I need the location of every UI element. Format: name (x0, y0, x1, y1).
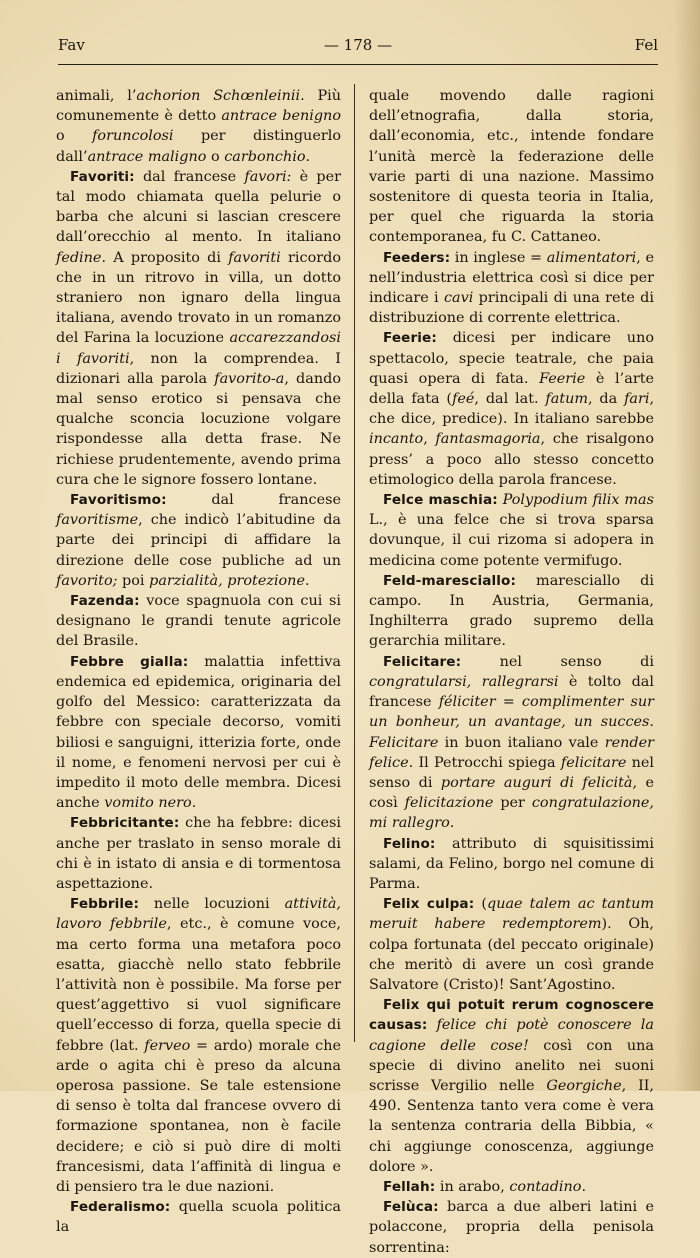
italic-term: fatum (545, 391, 589, 408)
entry-text: , dal lat. (474, 391, 546, 408)
entry-text: . (191, 795, 197, 812)
dictionary-entry (56, 894, 341, 1197)
italic-term: vomito nero (104, 795, 192, 812)
entry-text: , che indicò l’abitudine da parte dei principi di affidare la direzione delle cose publiche ad un (56, 512, 341, 569)
entry-text: così con una specie di divino anelito nei suoni scrisse Vergilio nelle (369, 1037, 654, 1094)
entry-headword: Felix culpa: (383, 896, 475, 913)
entry-text: . (449, 815, 455, 832)
dictionary-entry (369, 1177, 654, 1197)
dictionary-entry (369, 328, 654, 490)
entry-text: dicesi per indicare uno spettacolo, specie teatrale, che paia quasi opera di fata. (369, 330, 654, 387)
entry-text: per distinguerlo dall’ (56, 128, 341, 165)
italic-term: favorito-a (214, 370, 285, 387)
entry-text: . (305, 148, 311, 165)
page-edge-shadow (674, 0, 700, 1091)
entry-text: o (56, 128, 93, 145)
italic-term: attività, lavoro febbrile (56, 896, 341, 933)
entry-text: , (423, 431, 436, 448)
entry-text: , che dice, predice). In italiano sarebbe (369, 391, 655, 428)
right-column (369, 86, 654, 1258)
italic-term: Felicitare (369, 734, 439, 751)
italic-term: Georgiche (546, 1077, 622, 1094)
entry-headword: Fellah: (383, 1178, 436, 1195)
entry-text: , e così (369, 774, 655, 812)
dictionary-entry (369, 571, 654, 652)
entry-headword: Febbrile: (70, 896, 139, 913)
entry-text: che ha febbre: dicesi anche per traslato in senso morale di chi è in istato di ansia e di tormentosa aspettazione. (56, 815, 341, 892)
entry-text: nel senso di (461, 653, 654, 670)
italic-term: carbonchio (224, 148, 306, 165)
entry-text: , etc., è comune voce, ma certo forma una metafora poco esatta, giacchè nello stato febbrile l’attività non è possibile. Ma forse per quest’aggettivo si vuol significare quell’eccesso di forza, quella specie di febbre (lat. (56, 916, 341, 1054)
dictionary-entry (369, 490, 654, 571)
italic-term: achorion Schœnleinii (136, 88, 301, 104)
italic-term: congratularsi, rallegrarsi (369, 673, 559, 690)
entry-headword: Favoritismo: (70, 492, 167, 509)
italic-term: felicitare (560, 754, 627, 771)
entry-text: nel senso di (369, 754, 654, 791)
dictionary-entry (56, 1197, 341, 1237)
column-divider (354, 84, 355, 1042)
entry-text: in buon italiano vale (438, 734, 605, 751)
entry-headword: Federalismo: (70, 1199, 171, 1216)
page-number: — 178 — (323, 36, 393, 54)
entry-headword: Fazenda: (70, 593, 140, 610)
italic-term: cavi (443, 290, 474, 307)
entry-text (427, 1017, 436, 1033)
entry-text: ricordo che in un ritrovo in villa, un dotto straniero non ignaro della lingua italiana, avendo trovato in un romanzo del Farina la locuzione (56, 249, 341, 347)
entry-headword: Felix qui potuit rerum cognoscere causas: (369, 997, 654, 1034)
dictionary-entry (369, 834, 654, 895)
italic-term: accarezzandosi i favoriti (56, 330, 341, 367)
italic-term: antrace benigno (221, 108, 341, 125)
entry-text: barca a due alberi latini e polaccone, propria della penisola sorrentina: (369, 1199, 654, 1256)
entry-text: . A proposito di (101, 249, 229, 266)
entry-text: , che risalgono press’ a poco allo stesso concetto etimologico della parola francese. (369, 431, 654, 488)
entry-text: . (649, 714, 654, 731)
entry-headword: Felce maschia: (383, 492, 498, 509)
entry-headword: Favoriti: (70, 168, 135, 185)
entry-text: principali di una rete di distribuzione di corrente elettrica. (369, 290, 654, 327)
dictionary-entry (369, 894, 654, 995)
dictionary-entry (56, 86, 341, 167)
entry-text: quella scuola politica la (56, 1199, 341, 1236)
italic-term: portare auguri di felicità (440, 774, 633, 791)
dictionary-entry (56, 813, 341, 894)
italic-term: fedine (56, 249, 102, 266)
entry-text: nelle locuzioni (139, 896, 285, 913)
header-rule (58, 64, 658, 65)
dictionary-entry (369, 1197, 654, 1258)
entry-text: . (304, 572, 310, 589)
entry-text: = ardo) morale che arde o agita chi è preso da alcuna operosa passione. Se tale estensione di senso è tolta dal francese ovvero di formazione spontanea, non è facile decidere; e ciò si può dire di molti francesismi, data l’affinità di lingua e di pensiero tra le due nazioni. (56, 1037, 341, 1195)
italic-term: incanto (369, 431, 424, 448)
entry-text: ( (474, 896, 487, 913)
entry-text: quale movendo dalle ragioni dell’etnografia, dalla storia, dall’economia, etc., intende fondare l’unità mercè la federazione delle varie parti di una nazione. Massimo sostenitore di questa teoria in Italia, per quel che riguarda la storia contemporanea, fu C. Cattaneo. (369, 88, 654, 246)
entry-text: . Il Petrocchi spiega (408, 754, 561, 771)
header-left-guideword: Fav (58, 36, 85, 54)
italic-term: parzialità, protezione (149, 572, 305, 589)
running-header (58, 36, 658, 58)
italic-term: favoritisme (56, 512, 139, 529)
italic-term: contadino (509, 1178, 582, 1195)
dictionary-entry (56, 167, 341, 490)
entry-headword: Feeders: (383, 249, 451, 266)
italic-term: congratulazione, mi rallegro (369, 795, 654, 832)
dictionary-entry (369, 86, 654, 248)
entry-text: per (493, 795, 532, 812)
entry-headword: Febbre gialla: (70, 653, 189, 670)
entry-text: . Più comunemente è detto (56, 88, 341, 125)
entry-text: è l’arte della fata ( (369, 370, 654, 408)
entry-text: poi (117, 572, 150, 589)
entry-text: malattia infettiva endemica ed epidemica, originaria del golfo del Messico: caratterizzata da febbre con speciale decorso, vomiti biliosi e sanguigni, itterizia forte, onde il nome, e fenomeni nervosi per cui è impedito il moto delle membra. Dicesi anche (56, 653, 341, 812)
entry-text: . (581, 1178, 587, 1195)
entry-text: in arabo, (435, 1178, 510, 1195)
entry-text: è per tal modo chiamata quella pelurie o barba che alcuni si lascian crescere dall’orecchio al mento. In italiano (56, 168, 341, 246)
italic-term: ferveo (144, 1037, 191, 1054)
entry-headword: Febbricitante: (70, 815, 180, 832)
entry-headword: Feerie: (383, 330, 437, 347)
entry-text: , e nell’industria elettrica così si dice per indicare i (369, 249, 654, 307)
entry-text: voce spagnuola con cui si designano le grandi tenute agricole del Brasile. (56, 593, 341, 650)
italic-term: render felice (369, 734, 654, 771)
italic-term: Feerie (539, 370, 586, 387)
italic-term: quae talem ac tantum meruit habere redemptorem (369, 896, 654, 933)
dictionary-entry (56, 652, 341, 814)
italic-term: favorito; (56, 572, 118, 589)
entry-text: dal francese (134, 168, 245, 185)
italic-term: alimentatori (546, 249, 637, 266)
entry-text: ). Oh, colpa fortunata (del peccato originale) che meritò di avere un così grande Salvatore (Cristo)! Sant’Agostino. (369, 916, 654, 993)
entry-headword: Felicitare: (383, 653, 462, 670)
entry-text: è tolto dal francese (369, 673, 654, 711)
italic-term: feé (452, 391, 475, 408)
entry-text: attributo di squisitissimi salami, da Felino, borgo nel comune di Parma. (369, 835, 654, 892)
italic-term: favori: (244, 168, 292, 185)
italic-term: felice chi potè conoscere la cagione delle cose! (369, 1017, 654, 1054)
italic-term: féliciter = complimenter sur un bonheur, un avantage, un succes (369, 694, 654, 731)
dictionary-entry (369, 652, 654, 834)
entry-text: , dando mal senso erotico si pensava che qualche sconcia locuzione volgare rispondesse alla detta frase. Ne richiese prudentemente, avendo prima cura che le signore fossero lontane. (56, 370, 341, 488)
dictionary-entry (56, 591, 341, 652)
italic-term: felicitazione (404, 795, 494, 812)
entry-text: , II, 490. Sentenza tanto vera come è vera la sentenza contraria della Bibbia, « chi aggiunge conoscenza, aggiunge dolore ». (369, 1077, 655, 1175)
italic-term: fantasmagoria (435, 431, 541, 448)
entry-text: dal francese (166, 492, 341, 509)
left-column (56, 86, 341, 1238)
dictionary-entry (56, 490, 341, 591)
dictionary-entry (369, 248, 654, 329)
entry-text: , non la comprendea. I dizionari alla parola (56, 350, 341, 387)
entry-text: L., è una felce che si trova sparsa dovunque, il cui rizoma si adopera in medicina come potente vermifugo. (369, 512, 654, 569)
italic-term: fari (624, 391, 650, 408)
entry-text: animali, l’ (56, 88, 137, 104)
entry-headword: Felùca: (383, 1199, 439, 1216)
entry-text: maresciallo di campo. In Austria, Germania, Inghilterra grado supremo della gerarchia militare. (369, 572, 654, 650)
entry-headword: Felino: (383, 835, 436, 852)
italic-term: favoriti (228, 249, 281, 266)
entry-headword: Feld-maresciallo: (383, 572, 517, 589)
entry-text: o (206, 148, 225, 165)
dictionary-entry (369, 995, 654, 1177)
header-right-guideword: Fel (634, 36, 658, 54)
entry-text: in inglese = (450, 249, 547, 266)
entry-text: , da (588, 391, 625, 408)
italic-term: foruncolosi (92, 128, 174, 145)
italic-term: Polypodium filix mas (502, 492, 655, 509)
italic-term: antrace maligno (87, 148, 207, 165)
